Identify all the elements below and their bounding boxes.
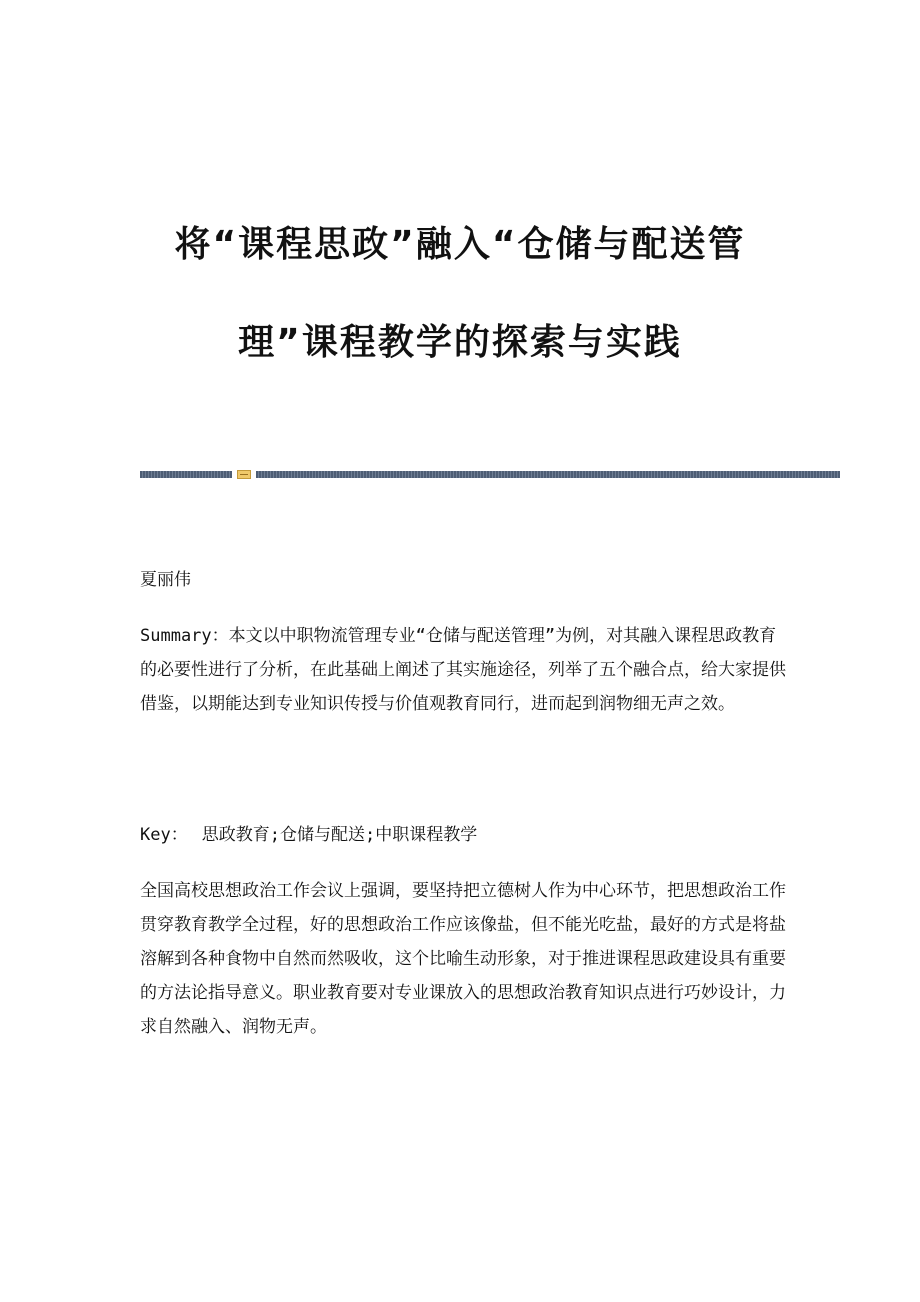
keywords-line — [140, 818, 790, 852]
divider-bar-right — [256, 471, 840, 478]
document-title-line-2: 理”课程教学的探索与实践 — [238, 322, 682, 363]
summary-paragraph — [140, 619, 790, 721]
title-divider — [140, 470, 840, 479]
summary-text: 本文以中职物流管理专业“仓储与配送管理”为例，对其融入课程思政教育的必要性进行了分析，在此基础上阐述了其实施途径，列举了五个融合点，给大家提供借鉴，以期能达到专业知识传授与价值观教育同行，进而起到润物细无声之效。 — [140, 626, 786, 714]
document-title-line-1: 将“课程思政”融入“仓储与配送管 — [174, 224, 746, 265]
divider-ornament-icon — [237, 470, 251, 479]
divider-bar-left — [140, 471, 232, 478]
body-paragraph-1: 全国高校思想政治工作会议上强调，要坚持把立德树人作为中心环节，把思想政治工作贯穿教育教学全过程，好的思想政治工作应该像盐，但不能光吃盐，最好的方式是将盐溶解到各种食物中自然而然吸收，这个比喻生动形象，对于推进课程思政建设具有重要的方法论指导意义。职业教育要对专业课放入的思想政治教育知识点进行巧妙设计，力求自然融入、润物无声。 — [140, 881, 786, 1037]
keywords-text: 思政教育;仓储与配送;中职课程教学 — [201, 825, 478, 845]
summary-label: Summary： — [140, 626, 229, 646]
keywords-label: Key： — [140, 825, 188, 845]
author-name: 夏丽伟 — [140, 570, 191, 590]
